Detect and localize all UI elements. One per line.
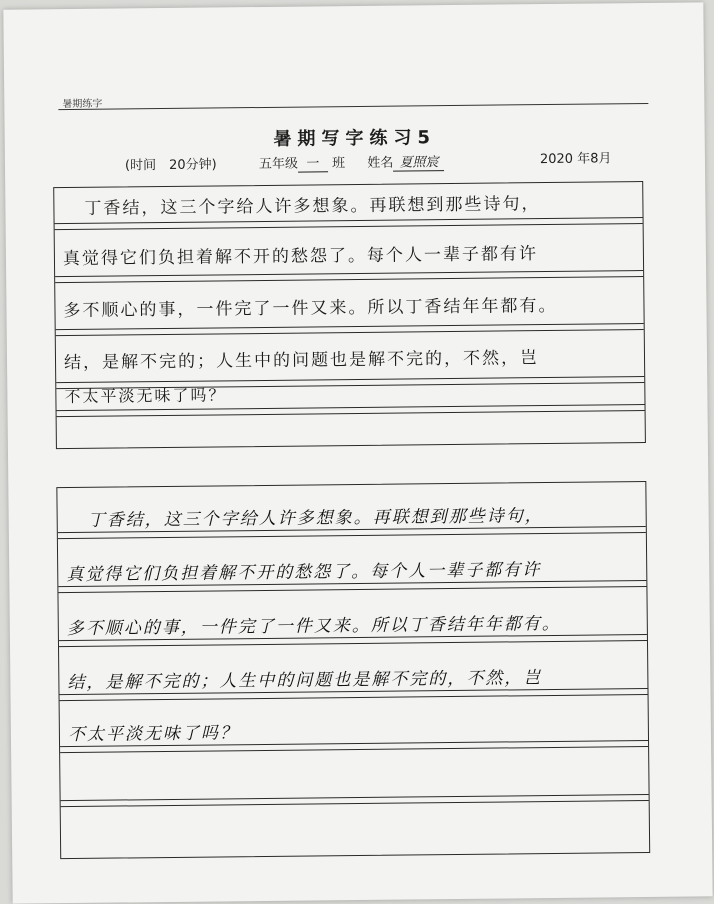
date: 2020 年8月	[539, 151, 612, 168]
ruled-line	[55, 276, 643, 283]
ruled-line	[58, 586, 646, 593]
section-label: 暑期练字	[62, 98, 103, 111]
printed-line-5: 不太平淡无味了吗？	[64, 385, 227, 407]
student-name: 夏照宸	[393, 151, 444, 172]
printed-line-1: 丁香结，这三个字给人许多想象。再联想到那些诗句，	[84, 194, 541, 219]
model-text-box	[53, 181, 646, 449]
page-title: 暑期写字练习5	[273, 127, 437, 150]
printed-line-4: 结，是解不完的；人生中的问题也是解不完的，不然，岂	[63, 348, 540, 374]
handwritten-line-3: 多不顺心的事，一件完了一件又来。所以丁香结年年都有。	[66, 613, 561, 640]
class-label: 班	[332, 156, 346, 172]
ruled-line	[56, 329, 644, 336]
ruled-line	[60, 746, 648, 753]
name-label: 姓名	[367, 155, 394, 171]
class-value: 一	[298, 152, 328, 172]
printed-line-2: 真觉得它们负担着解不开的愁怨了。每个人一辈子都有许	[62, 244, 539, 270]
printed-line-3: 多不顺心的事，一件完了一件又来。所以丁香结年年都有。	[63, 295, 558, 322]
practice-sheet	[3, 2, 712, 903]
ruled-line	[58, 532, 646, 539]
ruled-line	[57, 410, 645, 417]
ruled-line	[55, 223, 643, 230]
handwritten-line-2: 真觉得它们负担着解不开的愁怨了。每个人一辈子都有许	[66, 560, 542, 586]
ruled-line	[61, 800, 649, 807]
handwritten-line-4: 结，是解不完的；人生中的问题也是解不完的，不然，岂	[67, 668, 543, 694]
handwritten-line-1: 丁香结，这三个字给人许多想象。再联想到那些诗句，	[87, 506, 544, 531]
ruled-line	[60, 694, 648, 701]
info-row	[125, 151, 445, 174]
header-divider	[58, 103, 648, 110]
handwritten-line-5: 不太平淡无味了吗？	[67, 723, 240, 746]
time-label: (时间 20分钟)	[124, 157, 217, 174]
ruled-line	[59, 640, 647, 647]
practice-box	[56, 481, 650, 859]
grade-label: 五年级	[258, 156, 299, 173]
